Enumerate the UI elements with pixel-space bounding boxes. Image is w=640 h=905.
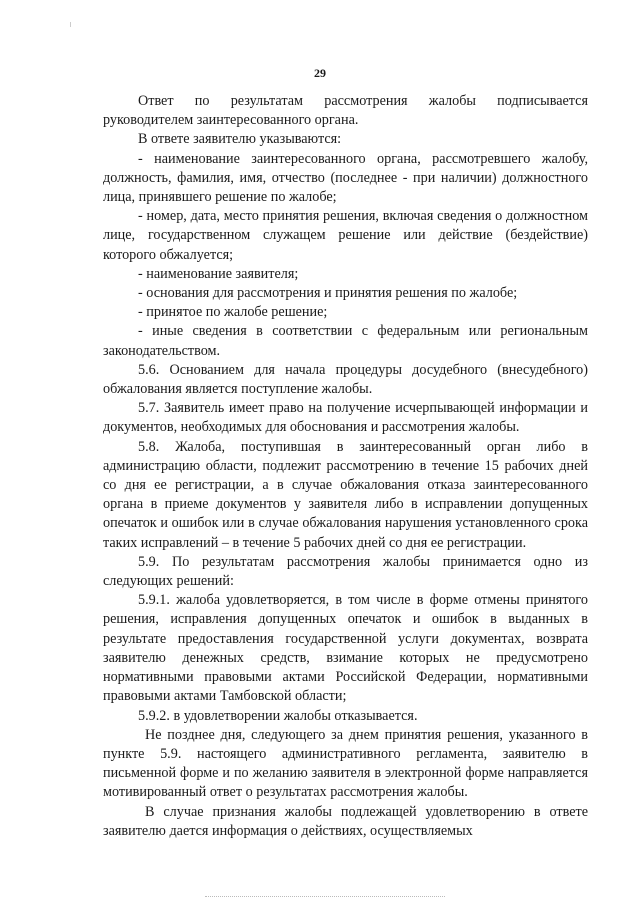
list-item-organ-name: - наименование заинтересованного органа, рассмотревшего жалобу, должность, фамилия, имя, отчество (последнее - при наличии) должностного лица, принявшего решение по жалобе;: [103, 150, 588, 206]
scan-mark: [70, 22, 71, 27]
list-item-decision-details: - номер, дата, место принятия решения, включая сведения о должностном лице, государственном служащем решение или действие (бездействие) которого обжалуется;: [103, 208, 588, 263]
page-number: 29: [314, 66, 326, 80]
paragraph-5-6: 5.6. Основанием для начала процедуры досудебного (внесудебного) обжалования является поступление жалобы.: [103, 361, 588, 398]
list-item-decision: - принятое по жалобе решение;: [138, 304, 328, 321]
footer-rule: [205, 896, 445, 897]
paragraph-answer-signed: Ответ по результатам рассмотрения жалобы подписывается руководителем заинтересованного органа.: [103, 93, 588, 129]
paragraph-5-7: 5.7. Заявитель имеет право на получение исчерпывающей информации и документов, необходимых для обоснования и рассмотрения жалобы.: [103, 400, 588, 436]
list-item-applicant-name: - наименование заявителя;: [138, 265, 299, 282]
paragraph-5-9-1: 5.9.1. жалоба удовлетворяется, в том числе в форме отмены принятого решения, исправления допущенных опечаток и ошибок в выданных в результате предоставления государственной услуги документах, возврата заявителю денежных средств, взимание которых не предусмотрено нормативными правовыми актами Российской Федерации, нормативными правовыми актами Тамбовской области;: [103, 592, 588, 705]
paragraph-satisfied-complaint: В случае признания жалобы подлежащей удовлетворению в ответе заявителю дается информация о действиях, осуществляемых: [103, 803, 588, 839]
paragraph-5-8: 5.8. Жалоба, поступившая в заинтересованный орган либо в администрацию области, подлежит рассмотрению в течение 15 рабочих дней со дня ее регистрации, а в случае обжалования отказа заинтересованного органа в приеме документов у заявителя либо в исправлении допущенных опечаток и ошибок или в случае обжалования нарушения установленного срока таких исправлений – в течение 5 рабочих дней со дня ее регистрации.: [103, 438, 588, 551]
document-body: [103, 92, 588, 841]
list-item-grounds: - основания для рассмотрения и принятия решения по жалобе;: [138, 285, 518, 302]
paragraph-answer-contents-intro: В ответе заявителю указываются:: [138, 131, 342, 148]
list-item-other-info: - иные сведения в соответствии с федеральным или региональным законодательством.: [103, 323, 588, 359]
paragraph-5-9-2: 5.9.2. в удовлетворении жалобы отказывается.: [138, 707, 418, 724]
paragraph-5-9: 5.9. По результатам рассмотрения жалобы принимается одно из следующих решений:: [103, 553, 588, 590]
paragraph-response-deadline: Не позднее дня, следующего за днем принятия решения, указанного в пункте 5.9. настоящего административного регламента, заявителю в письменной форме и по желанию заявителя в электронной форме направляется мотивированный ответ о результатах рассмотрения жалобы.: [103, 726, 588, 801]
